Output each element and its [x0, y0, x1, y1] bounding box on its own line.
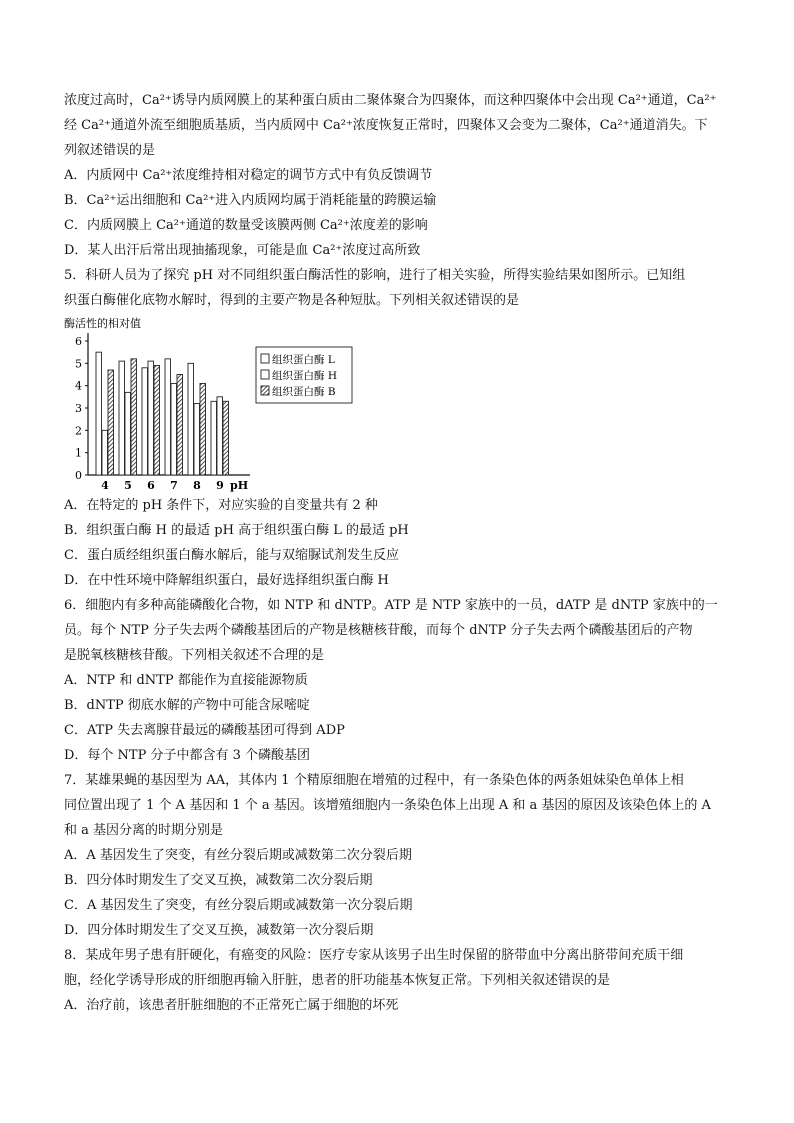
option-d: D．某人出汗后常出现抽搐现象，可能是血 Ca²⁺浓度过高所致	[64, 243, 421, 258]
text-line: 胞，经化学诱导形成的肝细胞再输入肝脏，患者的肝功能基本恢复正常。下列相关叙述错误的是	[64, 973, 611, 988]
y-tick-label: 6	[75, 335, 82, 348]
option-d: D．在中性环境中降解组织蛋白，最好选择组织蛋白酶 H	[64, 573, 389, 588]
legend-swatch	[261, 354, 269, 363]
legend-label: 组织蛋白酶 L	[272, 354, 335, 366]
q8-options	[64, 993, 736, 1018]
q7-options	[64, 843, 736, 943]
q4-options	[64, 163, 736, 263]
chart-svg	[64, 313, 736, 493]
text-line: 织蛋白酶催化底物水解时，得到的主要产物是各种短肽。下列相关叙述错误的是	[64, 293, 520, 308]
page-content	[64, 88, 736, 1018]
bar-2-9	[223, 401, 229, 475]
option-c: C．内质网膜上 Ca²⁺通道的数量受该膜两侧 Ca²⁺浓度差的影响	[64, 218, 428, 233]
x-tick-label: 8	[193, 479, 201, 492]
bar-2-8	[200, 383, 206, 475]
text-line: 8．某成年男子患有肝硬化，有癌变的风险：医疗专家从该男子出生时保留的脐带血中分离出脐带间充质干细	[64, 948, 684, 963]
enzyme-activity-chart	[64, 313, 736, 493]
bar-2-5	[131, 359, 137, 475]
q5-stem	[64, 263, 736, 313]
option-a: A．内质网中 Ca²⁺浓度维持相对稳定的调节方式中有负反馈调节	[64, 168, 433, 183]
q8-stem	[64, 943, 736, 993]
option-b: B．dNTP 彻底水解的产物中可能含尿嘧啶	[64, 698, 310, 713]
q5-options	[64, 493, 736, 593]
bar-0-9	[211, 401, 217, 475]
bar-0-6	[142, 368, 148, 475]
option-a: A．A 基因发生了突变，有丝分裂后期或减数第二次分裂后期	[64, 848, 412, 863]
option-b: B．组织蛋白酶 H 的最适 pH 高于组织蛋白酶 L 的最适 pH	[64, 523, 409, 538]
x-tick-label: 9	[216, 479, 224, 492]
x-tick-label: 6	[147, 479, 155, 492]
bar-1-6	[148, 361, 154, 475]
option-b: B．四分体时期发生了交叉互换，减数第二次分裂后期	[64, 873, 373, 888]
q6-options	[64, 668, 736, 768]
bar-2-6	[154, 366, 160, 475]
x-tick-label: 4	[101, 479, 109, 492]
text-line: 是脱氧核糖核苷酸。下列相关叙述不合理的是	[64, 648, 325, 663]
q6-stem	[64, 593, 736, 668]
option-c: C．蛋白质经组织蛋白酶水解后，能与双缩脲试剂发生反应	[64, 548, 399, 563]
bar-0-8	[188, 363, 194, 475]
y-tick-label: 2	[75, 424, 82, 438]
option-b: B．Ca²⁺运出细胞和 Ca²⁺进入内质网均属于消耗能量的跨膜运输	[64, 193, 437, 208]
legend-swatch	[261, 386, 269, 395]
bar-0-7	[165, 359, 171, 475]
text-line: 6．细胞内有多种高能磷酸化合物，如 NTP 和 dNTP。ATP 是 NTP 家族中的一员，dATP 是 dNTP 家族中的一	[64, 598, 718, 613]
legend-label: 组织蛋白酶 B	[272, 386, 336, 398]
text-line: 同位置出现了 1 个 A 基因和 1 个 a 基因。该增殖细胞内一条染色体上出现 A 和 a 基因的原因及该染色体上的 A	[64, 798, 711, 813]
bar-1-9	[217, 397, 223, 475]
bar-1-4	[102, 430, 108, 475]
option-a: A．在特定的 pH 条件下，对应实验的自变量共有 2 种	[64, 498, 378, 513]
y-tick-label: 0	[75, 469, 82, 482]
y-tick-label: 5	[75, 357, 82, 371]
chart-bars	[96, 352, 229, 475]
option-d: D．四分体时期发生了交叉互换，减数第一次分裂后期	[64, 923, 374, 938]
chart-legend	[256, 347, 352, 403]
option-d: D．每个 NTP 分子中都含有 3 个磷酸基团	[64, 748, 311, 763]
text-line: 7．某雄果蝇的基因型为 AA，其体内 1 个精原细胞在增殖的过程中，有一条染色体的两条姐妹染色单体上相	[64, 773, 684, 788]
text-line: 和 a 基因分离的时期分别是	[64, 823, 224, 838]
bar-1-7	[171, 383, 177, 475]
bar-0-4	[96, 352, 102, 475]
bar-2-4	[108, 370, 114, 475]
text-line: 列叙述错误的是	[64, 143, 156, 158]
legend-swatch	[261, 370, 269, 379]
q4-stem	[64, 88, 736, 163]
x-tick-label: 7	[170, 479, 178, 492]
bar-1-5	[125, 392, 131, 475]
option-c: C．A 基因发生了突变，有丝分裂后期或减数第一次分裂后期	[64, 898, 413, 913]
y-tick-label: 3	[75, 402, 82, 415]
legend-label: 组织蛋白酶 H	[272, 370, 337, 382]
y-axis-label: 酶活性的相对值	[64, 317, 141, 330]
y-tick-label: 1	[75, 446, 82, 460]
text-line: 经 Ca²⁺通道外流至细胞质基质，当内质网中 Ca²⁺浓度恢复正常时，四聚体又会变为二聚体，Ca²⁺通道消失。下	[64, 118, 708, 133]
x-tick-label: 5	[124, 479, 132, 492]
x-axis-label: pH	[230, 479, 249, 492]
option-a: A．NTP 和 dNTP 都能作为直接能源物质	[64, 673, 308, 688]
option-c: C．ATP 失去离腺苷最远的磷酸基团可得到 ADP	[64, 723, 345, 738]
bar-1-8	[194, 404, 200, 475]
bar-2-7	[177, 375, 183, 476]
text-line: 5．科研人员为了探究 pH 对不同组织蛋白酶活性的影响，进行了相关实验，所得实验结果如图所示。已知组	[64, 268, 686, 283]
text-line: 员。每个 NTP 分子失去两个磷酸基团后的产物是核糖核苷酸，而每个 dNTP 分子失去两个磷酸基团后的产物	[64, 623, 693, 638]
q7-stem	[64, 768, 736, 843]
option-a: A．治疗前，该患者肝脏细胞的不正常死亡属于细胞的坏死	[64, 998, 399, 1013]
bar-0-5	[119, 361, 125, 475]
y-tick-label: 4	[75, 379, 82, 393]
text-line: 浓度过高时，Ca²⁺诱导内质网膜上的某种蛋白质由二聚体聚合为四聚体，而这种四聚体中会出现 Ca²⁺通道，Ca²⁺	[64, 93, 717, 108]
